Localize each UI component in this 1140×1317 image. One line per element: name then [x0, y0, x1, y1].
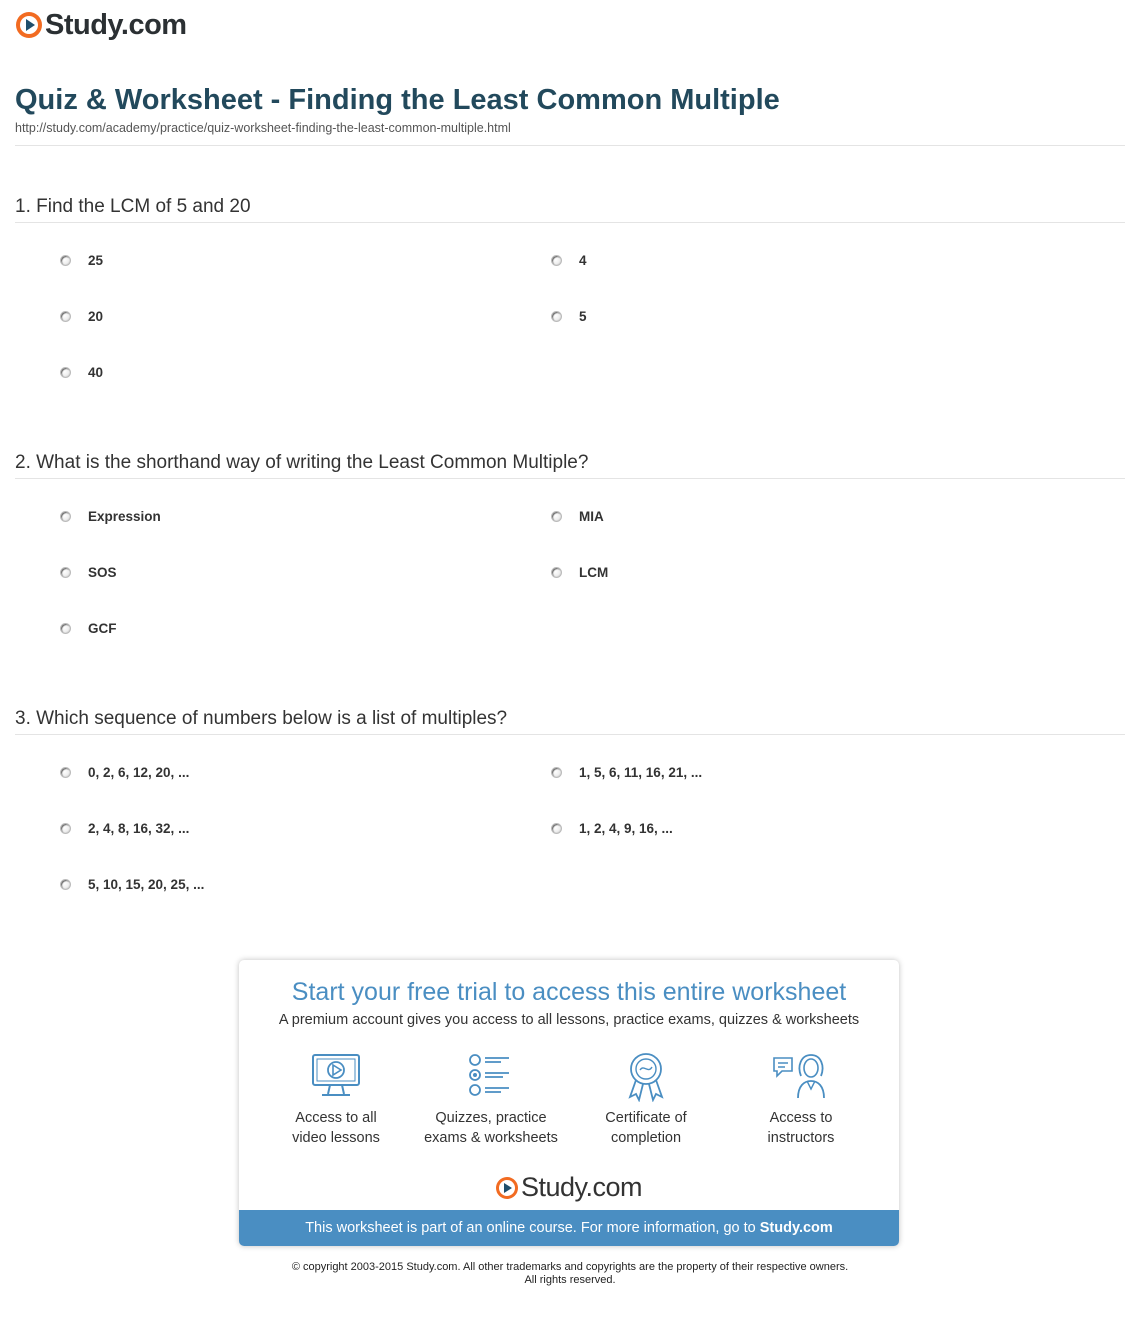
answer-label: 5 [579, 308, 587, 324]
promo-title[interactable]: Start your free trial to access this entire worksheet [291, 978, 847, 1006]
feature-label: Access to all [295, 1110, 377, 1126]
answer-option[interactable] [60, 306, 103, 326]
radio-button-icon[interactable] [60, 623, 71, 634]
question-text: 2. What is the shorthand way of writing the Least Common Multiple? [15, 452, 589, 473]
answer-label: LCM [579, 564, 609, 580]
instructor-icon [771, 1052, 831, 1100]
answer-option[interactable] [551, 250, 587, 270]
feature-video-lessons [261, 1052, 411, 1148]
answer-label: GCF [88, 620, 117, 636]
feature-quizzes [416, 1052, 566, 1148]
promo-subtitle: A premium account gives you access to all lessons, practice exams, quizzes & worksheets [278, 1012, 860, 1028]
question-3 [15, 706, 1125, 905]
header-divider [15, 145, 1125, 146]
answer-option[interactable] [551, 306, 587, 326]
radio-button-icon[interactable] [60, 823, 71, 834]
promo-logo[interactable] [239, 1172, 899, 1203]
answer-label: 2, 4, 8, 16, 32, ... [88, 820, 190, 836]
answer-option[interactable] [60, 250, 103, 270]
play-logo-icon [16, 12, 42, 38]
answer-label: 25 [88, 252, 104, 268]
radio-button-icon[interactable] [551, 567, 562, 578]
studycom-link[interactable]: Study.com [759, 1220, 833, 1236]
feature-label: exams & worksheets [424, 1130, 558, 1146]
feature-label: instructors [767, 1130, 835, 1146]
feature-instructors [726, 1052, 876, 1148]
radio-button-icon[interactable] [60, 767, 71, 778]
certificate-ribbon-icon [620, 1052, 672, 1102]
copyright-line: All rights reserved. [524, 1274, 616, 1286]
radio-button-icon[interactable] [60, 879, 71, 890]
answer-option[interactable] [551, 506, 604, 526]
feature-label: Quizzes, practice [435, 1110, 547, 1126]
answer-label: 20 [88, 308, 104, 324]
video-lesson-icon [310, 1052, 362, 1100]
radio-button-icon[interactable] [60, 567, 71, 578]
answer-label: SOS [88, 564, 117, 580]
page-title: Quiz & Worksheet - Finding the Least Common Multiple [15, 84, 780, 116]
answer-option[interactable] [60, 762, 189, 782]
radio-button-icon[interactable] [551, 255, 562, 266]
feature-label: video lessons [292, 1130, 380, 1146]
promo-info-bar [239, 1210, 899, 1246]
logo-text: Study.com [520, 1172, 643, 1202]
answer-option[interactable] [551, 818, 673, 838]
copyright-footer [0, 1261, 1140, 1287]
answer-label: 4 [579, 252, 587, 268]
answer-option[interactable] [60, 874, 204, 894]
radio-button-icon[interactable] [60, 367, 71, 378]
page-url: http://study.com/academy/practice/quiz-worksheet-finding-the-least-common-multiple.html [15, 121, 511, 135]
answer-label: 1, 2, 4, 9, 16, ... [579, 820, 673, 836]
free-trial-promo [239, 960, 899, 1246]
quiz-list-icon [465, 1052, 517, 1100]
play-logo-icon [496, 1177, 518, 1199]
radio-button-icon[interactable] [551, 823, 562, 834]
answer-label: 0, 2, 6, 12, 20, ... [88, 764, 190, 780]
answer-label: Expression [88, 508, 161, 524]
answer-label: 5, 10, 15, 20, 25, ... [88, 876, 205, 892]
feature-label: Certificate of [605, 1110, 687, 1126]
promo-bar-text: This worksheet is part of an online course. For more information, go to [305, 1220, 760, 1236]
answer-option[interactable] [551, 762, 702, 782]
radio-button-icon[interactable] [60, 511, 71, 522]
answer-option[interactable] [60, 362, 103, 382]
feature-label: Access to [769, 1110, 833, 1126]
copyright-line: © copyright 2003-2015 Study.com. All other trademarks and copyrights are the property of their respective owners. [291, 1261, 849, 1273]
radio-button-icon[interactable] [60, 311, 71, 322]
answer-option[interactable] [60, 562, 117, 582]
feature-certificate [571, 1052, 721, 1148]
site-logo[interactable] [16, 9, 187, 41]
feature-label: completion [610, 1130, 682, 1146]
logo-text: Study.com [45, 8, 187, 41]
answer-label: MIA [579, 508, 604, 524]
question-text: 3. Which sequence of numbers below is a list of multiples? [15, 708, 508, 729]
question-text: 1. Find the LCM of 5 and 20 [15, 196, 251, 217]
question-1 [15, 194, 1125, 393]
radio-button-icon[interactable] [551, 767, 562, 778]
radio-button-icon[interactable] [60, 255, 71, 266]
radio-button-icon[interactable] [551, 511, 562, 522]
answer-option[interactable] [60, 618, 117, 638]
radio-button-icon[interactable] [551, 311, 562, 322]
answer-option[interactable] [551, 562, 608, 582]
answer-label: 1, 5, 6, 11, 16, 21, ... [579, 764, 703, 780]
question-2 [15, 450, 1125, 649]
answer-option[interactable] [60, 818, 189, 838]
answer-option[interactable] [60, 506, 161, 526]
answer-label: 40 [88, 364, 104, 380]
